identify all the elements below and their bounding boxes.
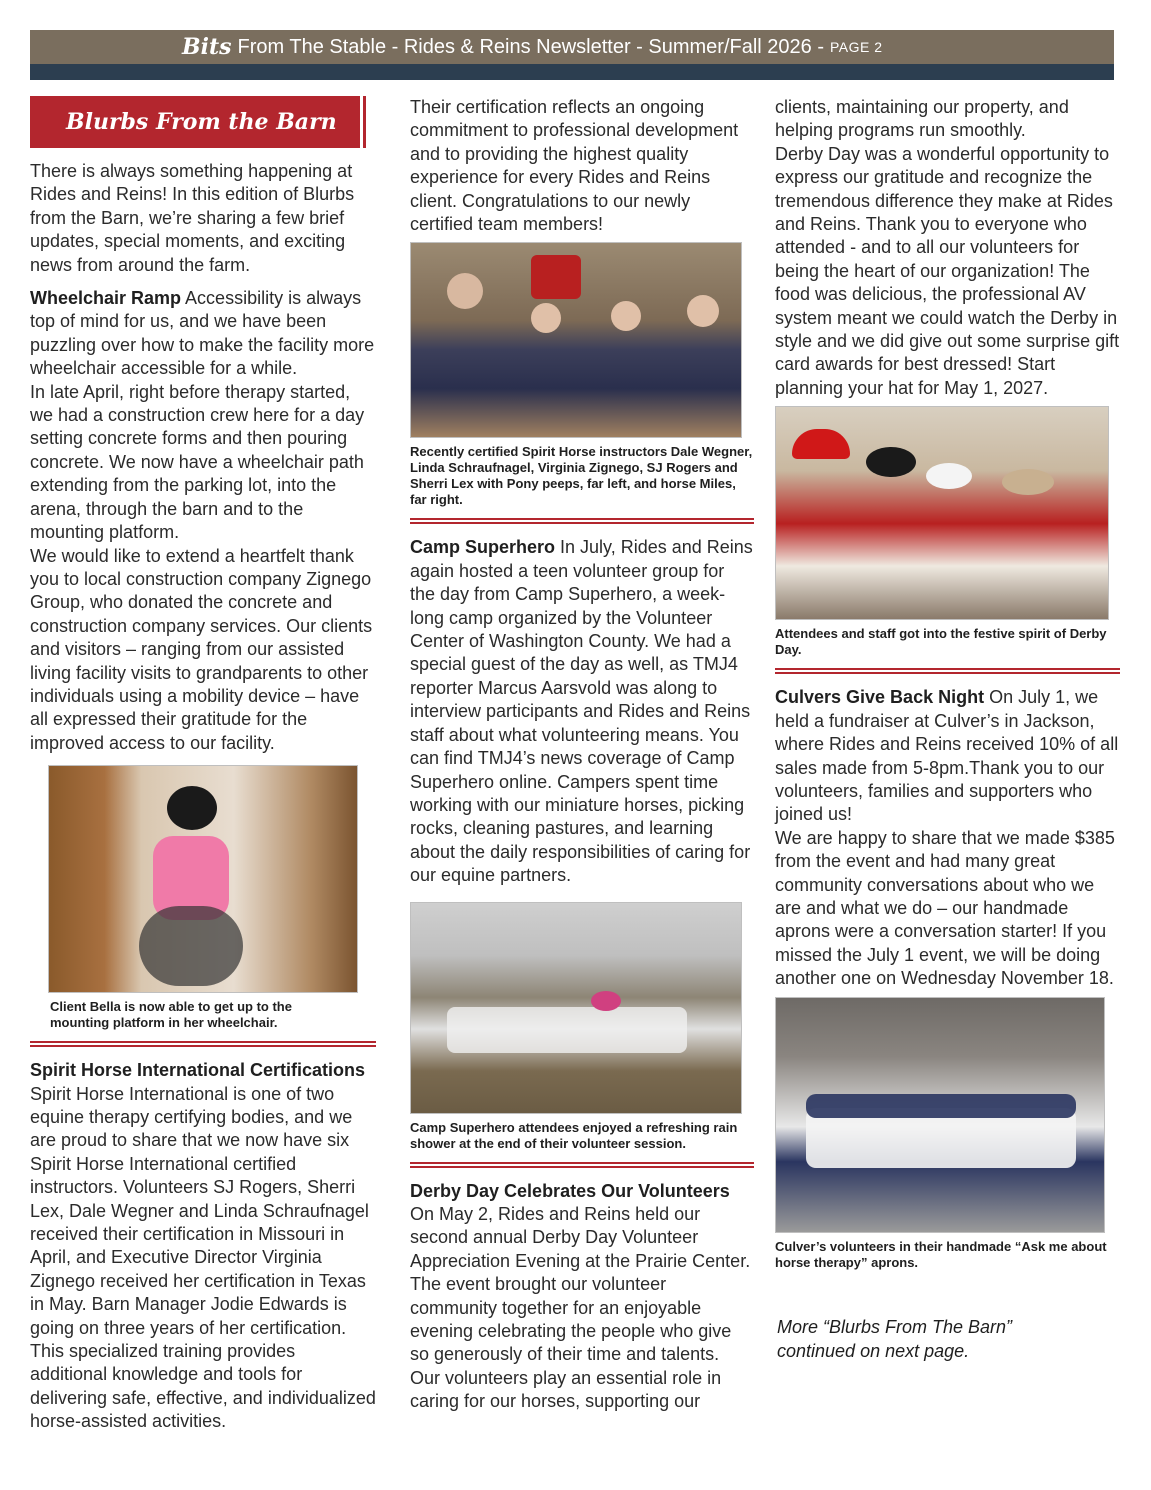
- section-divider: [30, 1041, 376, 1047]
- photo-derby-day: [775, 406, 1109, 620]
- cert-continued: [410, 96, 754, 236]
- photo-caption: Attendees and staff got into the festive spirit of Derby Day.: [775, 626, 1107, 658]
- photo-camp-superhero: [410, 902, 742, 1114]
- section-banner: [30, 96, 360, 148]
- ramp-heading: Wheelchair Ramp: [30, 288, 182, 309]
- cert-paragraph-1: Spirit Horse International is one of two equine therapy certifying bodies, and we are proud to share that we now have six Spirit Horse International certified instructors. Volunteers SJ Rogers, Sherri Lex, Dale Wegner and Linda Schraufnagel received their certification in Missouri in April, and Executive Director Virginia Zignego received her certification in Texas in May. Barn Manager Jodie Edwards is going on three years of her certification.: [30, 1083, 369, 1338]
- culvers-paragraph-1: [775, 686, 1120, 826]
- camp-text: In July, Rides and Reins again hosted a teen volunteer group for the day from Camp Superhero, a week-long camp organized by the Volunteer Center of Washington County. We had a special guest of the day as well, as TMJ4 reporter Marcus Aarsvold was along to interview participants and Rides and Reins staff about what volunteering means. You can find TMJ4’s news coverage of Camp Superhero online. Campers spent time working with our miniature horses, picking rocks, cleaning pastures, and learning about the daily responsibilities of caring for our equine partners.: [410, 537, 753, 886]
- culvers-text: On July 1, we held a fundraiser at Culver’s in Jackson, where Rides and Reins received 10% of all sales made from 5-8pm.Thank you to our volunteers, families and supporters who joined us!: [775, 687, 1119, 825]
- cert-paragraph-2: This specialized training provides additional knowledge and tools for delivering safe, effective, and individualized horse-assisted activities.: [30, 1341, 376, 1432]
- column-2: [410, 96, 754, 1414]
- derby-paragraph-1: On May 2, Rides and Reins held our second annual Derby Day Volunteer Appreciation Evening at the Prairie Center. The event brought our volunteer community together for an enjoyable evening celebrating the people who give so generously of their time and talents.: [410, 1203, 751, 1365]
- continued-note: More “Blurbs From The Barn” continued on next page.: [777, 1316, 1013, 1361]
- photo-caption: Recently certified Spirit Horse instructors Dale Wegner, Linda Schraufnagel, Virginia Zignego, SJ Rogers and Sherri Lex with Pony peeps, far left, and horse Miles, far right.: [410, 444, 753, 508]
- header-page-number: PAGE 2: [830, 39, 883, 55]
- cert-continued-paragraph: Their certification reflects an ongoing commitment to professional development and to providing the highest quality experience for every Rides and Reins client. Congratulations to our newly certified team members!: [410, 97, 739, 235]
- photo-caption: Camp Superhero attendees enjoyed a refreshing rain shower at the end of their volunteer session.: [410, 1119, 738, 1151]
- article-certifications: [30, 1059, 376, 1434]
- derby-heading: Derby Day Celebrates Our Volunteers: [410, 1180, 730, 1201]
- camp-paragraph: [410, 536, 754, 887]
- article-derby-day: [410, 1180, 754, 1414]
- intro-paragraph: There is always something happening at Rides and Reins! In this edition of Blurbs from the Barn, we’re sharing a few brief updates, special moments, and exciting news from around the farm.: [30, 161, 355, 275]
- column-3: [775, 96, 1120, 1363]
- article-intro: [30, 160, 376, 755]
- newsletter-header: [30, 30, 1114, 64]
- photo-caption: Culver’s volunteers in their handmade “Ask me about horse therapy” aprons.: [775, 1238, 1107, 1270]
- culvers-paragraph-2: We are happy to share that we made $385 from the event and had many great community conversations about who we are and what we do – our handmade aprons were a conversation starter! If you missed the July 1 event, we will be doing another one on Wednesday November 18.: [775, 827, 1115, 989]
- derby-paragraph-2: Our volunteers play an essential role in caring for our horses, supporting our: [410, 1367, 722, 1412]
- ramp-paragraph-3: We would like to extend a heartfelt thank you to local construction company Zignego Group, who donated the concrete and construction company services. Our clients and visitors – ranging from our assisted living facility visits to grandparents to other individuals using a mobility device – have all expressed their gratitude for the improved access to our facility.: [30, 545, 373, 753]
- derby-continued-paragraph-1: clients, maintaining our property, and helping programs run smoothly.: [775, 97, 1069, 141]
- ramp-paragraph-1: [30, 287, 376, 381]
- ramp-text: Accessibility is always top of mind for us, and we have been puzzling over how to make the facility more wheelchair accessible for a while.: [30, 288, 375, 379]
- header-bits-logo: Bits: [182, 34, 232, 60]
- section-title: Blurbs From the Barn: [66, 109, 337, 135]
- cert-heading: Spirit Horse International Certifications: [30, 1060, 366, 1081]
- section-divider: [410, 1162, 754, 1168]
- photo-caption: Client Bella is now able to get up to the mounting platform in her wheelchair.: [50, 999, 292, 1031]
- derby-continued: [775, 96, 1120, 400]
- column-1: [30, 96, 376, 1434]
- photo-bella-wheelchair: [48, 765, 358, 993]
- section-divider: [410, 518, 754, 524]
- ramp-paragraph-2: In late April, right before therapy started, we had a construction crew here for a day setting concrete forms and then pouring concrete. We now have a wheelchair path extending from the parking lot, into the arena, through the barn and to the mounting platform.: [30, 381, 365, 543]
- section-divider: [775, 668, 1120, 674]
- article-camp-superhero: [410, 536, 754, 887]
- photo-certified-instructors: [410, 242, 742, 438]
- camp-heading: Camp Superhero: [410, 537, 556, 558]
- photo-culvers-volunteers: [775, 997, 1105, 1233]
- header-title: From The Stable - Rides & Reins Newsletter - Summer/Fall 2026 -: [237, 35, 824, 58]
- derby-continued-paragraph-2: Derby Day was a wonderful opportunity to express our gratitude and recognize the tremendous difference they make at Rides and Reins. Thank you to everyone who attended - and to all our volunteers for being the heart of our organization! The food was delicious, the professional AV system meant we could watch the Derby in style and we did give out some surprise gift card awards for best dressed! Start planning your hat for May 1, 2027.: [775, 143, 1120, 398]
- header-rule: [30, 64, 1114, 80]
- culvers-heading: Culvers Give Back Night: [775, 687, 985, 708]
- article-culvers: [775, 686, 1120, 990]
